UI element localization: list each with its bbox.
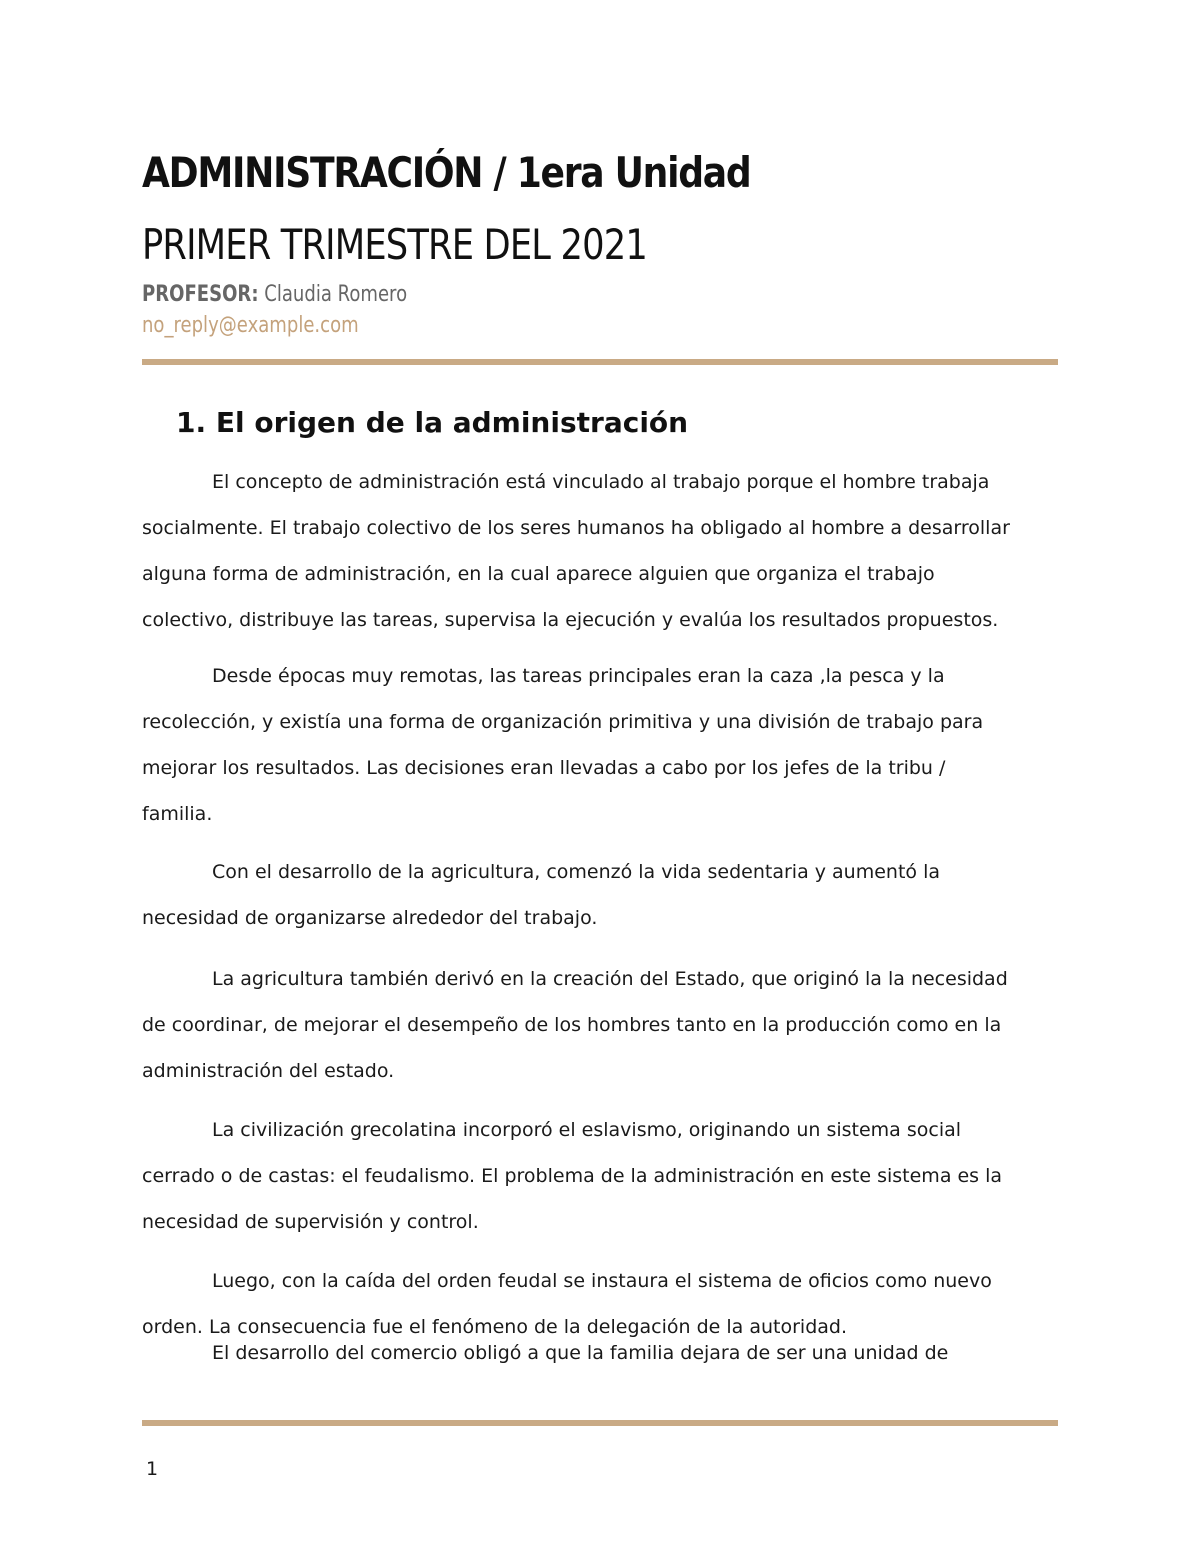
section-heading: 1. El origen de la administración: [176, 406, 689, 439]
profesor-name: Claudia Romero: [264, 282, 408, 307]
profesor-label: PROFESOR:: [142, 282, 259, 307]
profesor-line: [142, 282, 407, 307]
paragraph-1: [142, 459, 1072, 643]
paragraph-line: orden. La consecuencia fue el fenómeno de la delegación de la autoridad.: [142, 1316, 847, 1338]
header-divider: [142, 359, 1058, 365]
document-title: ADMINISTRACIÓN / 1era Unidad: [142, 148, 751, 197]
paragraph-line: La agricultura también derivó en la creación del Estado, que originó la la necesidad: [212, 968, 1008, 990]
paragraph-2: [142, 653, 1072, 837]
paragraph-3: [142, 849, 1072, 941]
paragraph-line: Con el desarrollo de la agricultura, comenzó la vida sedentaria y aumentó la: [212, 861, 940, 883]
document-subtitle: PRIMER TRIMESTRE DEL 2021: [142, 220, 647, 269]
paragraph-5: [142, 1107, 1072, 1245]
paragraph-line: necesidad de organizarse alrededor del trabajo.: [142, 907, 598, 929]
paragraph-line: El concepto de administración está vinculado al trabajo porque el hombre trabaja: [212, 471, 990, 493]
profesor-email[interactable]: no_reply@example.com: [142, 313, 359, 338]
page-number: 1: [146, 1458, 159, 1480]
paragraph-line: La civilización grecolatina incorporó el eslavismo, originando un sistema social: [212, 1119, 962, 1141]
paragraph-line: Desde épocas muy remotas, las tareas principales eran la caza ,la pesca y la: [212, 665, 945, 687]
paragraph-line: El desarrollo del comercio obligó a que la familia dejara de ser una unidad de: [212, 1342, 949, 1364]
footer-divider: [142, 1420, 1058, 1426]
paragraph-line: colectivo, distribuye las tareas, supervisa la ejecución y evalúa los resultados propuestos.: [142, 609, 999, 631]
paragraph-line: necesidad de supervisión y control.: [142, 1211, 479, 1233]
paragraph-line: mejorar los resultados. Las decisiones eran llevadas a cabo por los jefes de la tribu /: [142, 757, 946, 779]
paragraph-line: recolección, y existía una forma de organización primitiva y una división de trabajo para: [142, 711, 984, 733]
paragraph-7: [142, 1330, 1072, 1376]
paragraph-line: cerrado o de castas: el feudalismo. El problema de la administración en este sistema es la: [142, 1165, 1003, 1187]
paragraph-line: socialmente. El trabajo colectivo de los seres humanos ha obligado al hombre a desarrollar: [142, 517, 1010, 539]
paragraph-line: familia.: [142, 803, 213, 825]
paragraph-4: [142, 956, 1072, 1094]
paragraph-line: de coordinar, de mejorar el desempeño de los hombres tanto en la producción como en la: [142, 1014, 1002, 1036]
paragraph-line: alguna forma de administración, en la cual aparece alguien que organiza el trabajo: [142, 563, 935, 585]
paragraph-line: administración del estado.: [142, 1060, 395, 1082]
paragraph-line: Luego, con la caída del orden feudal se instaura el sistema de oficios como nuevo: [212, 1270, 992, 1292]
